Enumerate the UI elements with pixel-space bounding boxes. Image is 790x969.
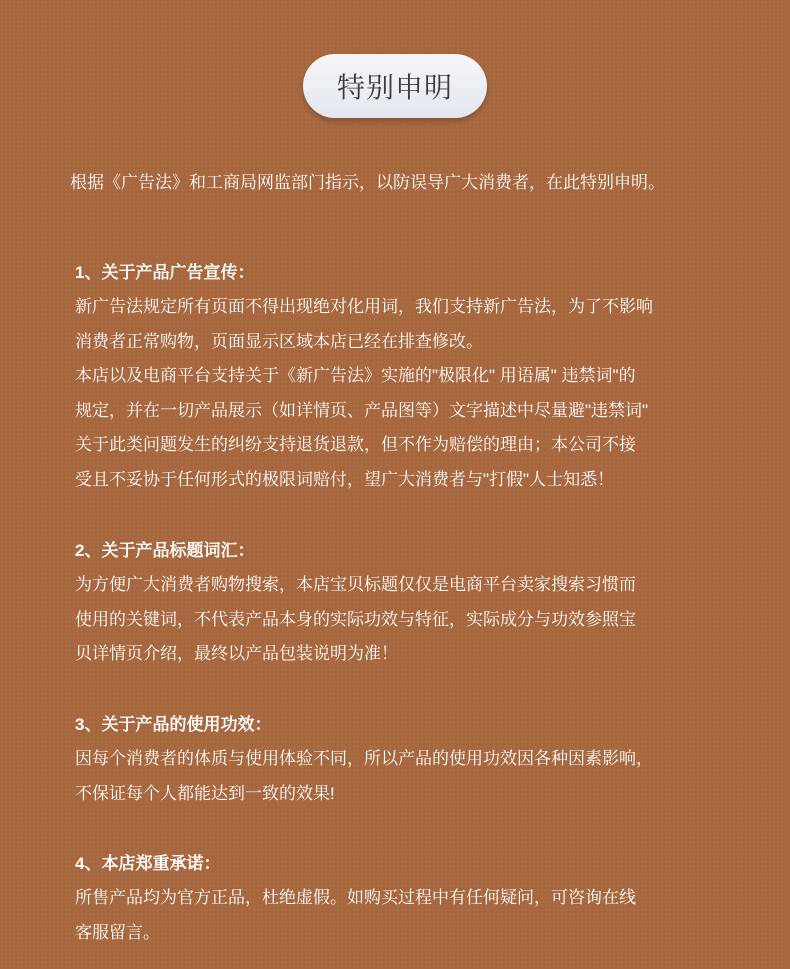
section-line: 使用的关键词，不代表产品本身的实际功效与特征，实际成分与功效参照宝 [75,609,636,629]
section-line: 不保证每个人都能达到一致的效果! [75,783,335,803]
section-line: 新广告法规定所有页面不得出现绝对化用词，我们支持新广告法，为了不影响 [75,297,653,316]
section-title-keywords [75,534,755,672]
title-badge [303,54,487,118]
section-line: 因每个消费者的体质与使用体验不同，所以产品的使用功效因各种因素影响， [75,749,653,768]
section-usage-effects [75,708,755,811]
intro-text: 根据《广告法》和工商局网监部门指示，以防误导广大消费者，在此特别申明。 [70,173,665,192]
section-commitment [75,847,755,950]
section-heading: 3、关于产品的使用功效： [75,715,272,734]
section-line: 为方便广大消费者购物搜索，本店宝贝标题仅仅是电商平台卖家搜索习惯而 [75,575,636,594]
section-heading: 2、关于产品标题词汇： [75,541,255,560]
section-line: 贝详情页介绍，最终以产品包装说明为准！ [75,644,398,663]
section-line: 规定，并在一切产品展示（如详情页、产品图等）文字描述中尽量避"违禁词" [75,400,649,420]
page-title: 特别申明 [336,71,453,104]
section-line: 客服留言。 [75,922,160,942]
section-line: 本店以及电商平台支持关于《新广告法》实施的"极限化" 用语属" 违禁词"的 [75,366,636,385]
section-heading: 4、本店郑重承诺： [75,854,221,873]
section-line: 所售产品均为官方正品，杜绝虚假。如购买过程中有任何疑问，可咨询在线 [75,888,636,907]
section-line: 消费者正常购物，页面显示区域本店已经在排查修改。 [75,331,483,351]
section-line: 受且不妥协于任何形式的极限词赔付，望广大消费者与"打假"人士知悉！ [75,469,615,489]
section-advertising [75,256,755,497]
section-heading: 1、关于产品广告宣传： [75,263,255,282]
section-line: 关于此类问题发生的纠纷支持退货退款，但不作为赔偿的理由；本公司不接 [75,435,636,454]
